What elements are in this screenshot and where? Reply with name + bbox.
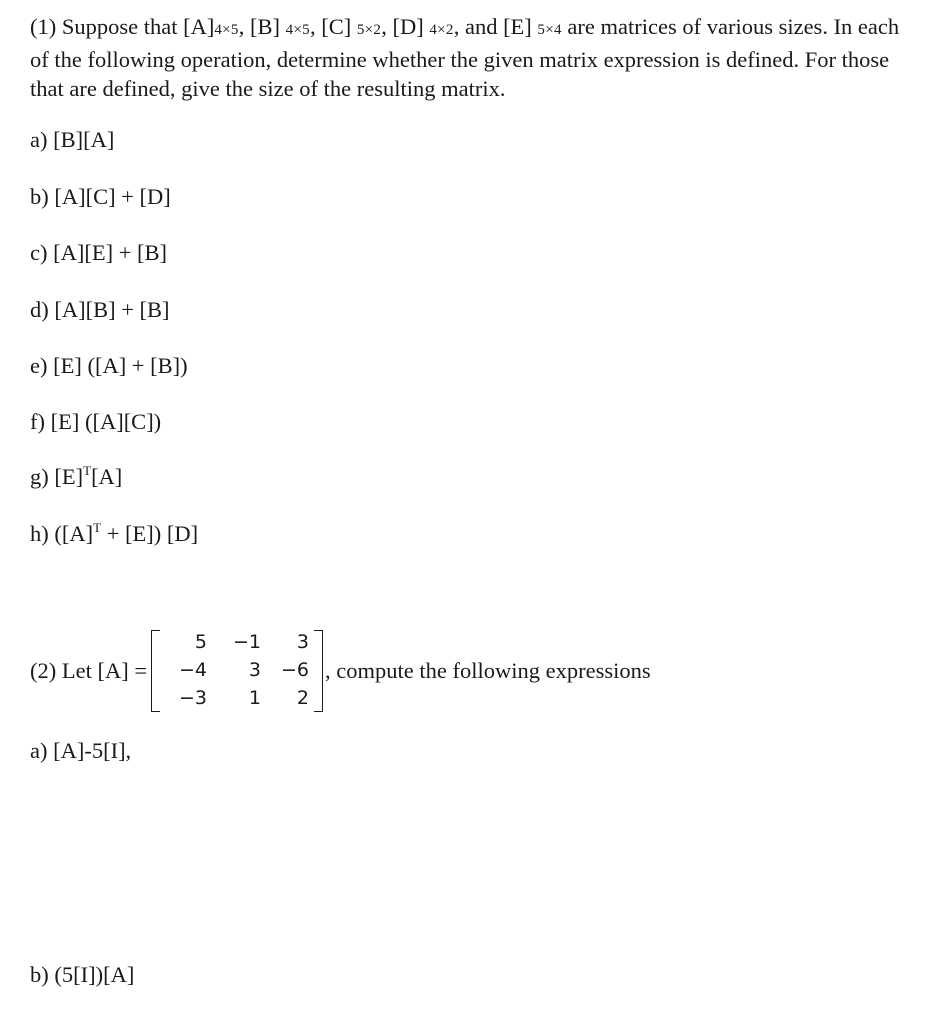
matrix-cell: −1 <box>233 631 262 653</box>
problem-1-statement <box>30 12 915 103</box>
problem-2-item-b: b) (5[I])[A] <box>30 962 135 987</box>
matrix-b-size: 4×5 <box>285 22 310 38</box>
matrix-d-size: 4×2 <box>429 22 454 38</box>
problem-1-item-f: f) [E] ([A][C]) <box>30 409 162 434</box>
matrix-cell: −6 <box>281 659 310 681</box>
matrix-grid <box>163 628 311 714</box>
matrix-c-size: 5×2 <box>356 22 382 38</box>
matrix-cell: −3 <box>179 687 208 709</box>
matrix-cell: 2 <box>296 687 310 709</box>
matrix-cell: 5 <box>194 631 208 653</box>
problem-2-statement <box>30 626 651 716</box>
problem-1-item-e: e) [E] ([A] + [B]) <box>30 353 188 378</box>
item-text: [A] <box>91 464 123 489</box>
problem-2-item-a: a) [A]-5[I], <box>30 738 132 763</box>
item-text: + [E]) [D] <box>101 521 199 546</box>
transpose-superscript: T <box>83 463 92 478</box>
problem-2-trail-text: , compute the following expressions <box>325 658 651 683</box>
item-text: g) [E] <box>30 464 84 489</box>
matrix-cell: 3 <box>248 659 262 681</box>
statement-text: , [B] <box>238 14 280 39</box>
matrix-left-bracket <box>151 630 160 712</box>
matrix-cell: 3 <box>296 631 310 653</box>
statement-text: are matrices of various sizes. In each of the following operation, determine whether the given matrix expression is defined. For those that are defined, give the size of the resulting matrix. <box>30 14 900 101</box>
matrix-a <box>151 628 323 714</box>
problem-2-lead-text: (2) Let [A] = <box>30 658 148 683</box>
problem-1-item-c: c) [A][E] + [B] <box>30 240 167 265</box>
item-text: h) ([A] <box>30 521 94 546</box>
matrix-a-size: 4×5 <box>214 22 239 38</box>
statement-text: , [D] <box>381 14 424 39</box>
statement-text: (1) Suppose that [A] <box>30 14 215 39</box>
matrix-cell: 1 <box>248 687 262 709</box>
problem-1-item-a: a) [B][A] <box>30 127 115 152</box>
problem-1-item-b: b) [A][C] + [D] <box>30 184 171 209</box>
statement-text: , [C] <box>309 14 352 39</box>
matrix-cell: −4 <box>179 659 208 681</box>
problem-1-item-h <box>30 520 198 551</box>
statement-text: , and [E] <box>453 14 532 39</box>
matrix-e-size: 5×4 <box>537 22 562 38</box>
problem-1-item-g <box>30 463 122 494</box>
transpose-superscript: T <box>93 520 102 535</box>
problem-1-item-d: d) [A][B] + [B] <box>30 297 170 322</box>
